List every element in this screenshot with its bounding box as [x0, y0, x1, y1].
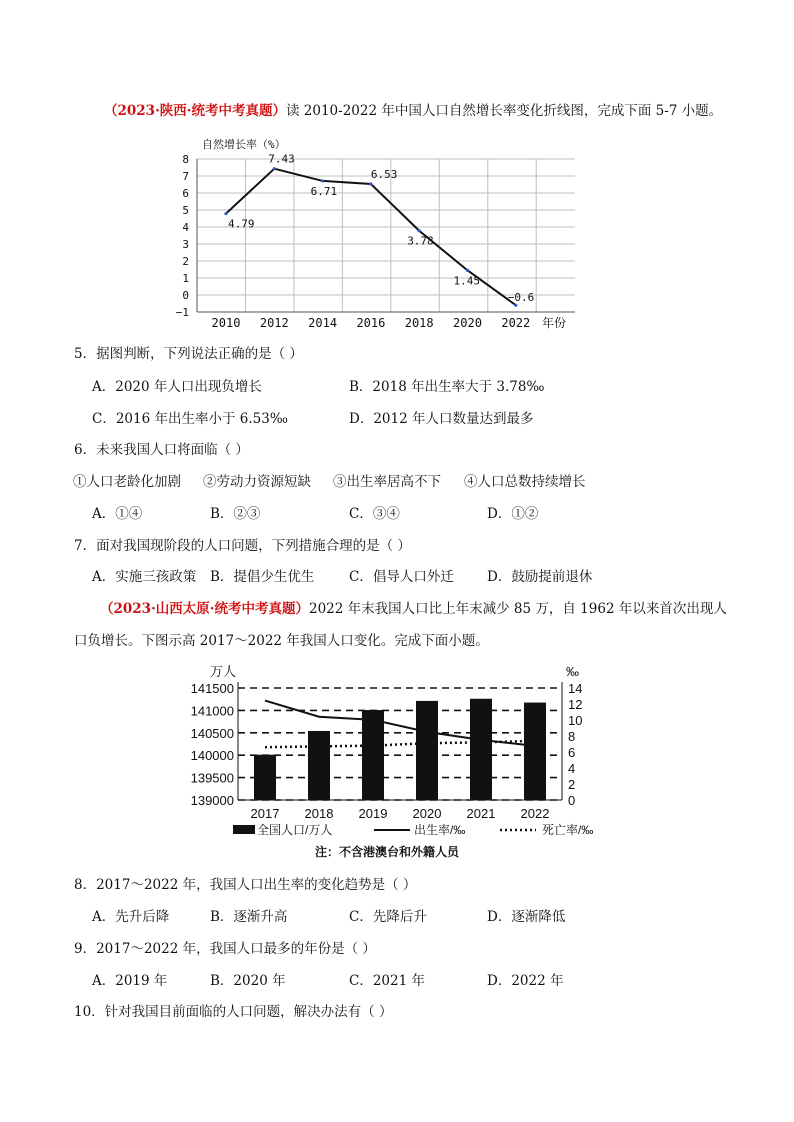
q10-stem: 10．针对我国目前面临的人口问题，解决办法有（ ）	[74, 1004, 393, 1020]
q5-option-c[interactable]: C．2016 年出生率小于 6.53‰	[92, 411, 288, 427]
chart2-right-tick-label: 8	[568, 729, 576, 744]
q5-stem: 5．据图判断，下列说法正确的是（ ）	[74, 346, 303, 362]
chart1-ytick-label: 5	[182, 204, 189, 217]
chart2-left-unit: 万人	[210, 664, 237, 679]
chart1-ytick-label: 0	[182, 289, 189, 302]
q6-item-2: ②劳动力资源短缺	[203, 474, 311, 490]
chart2-bar-2018	[308, 731, 330, 800]
chart2-right-tick-label: 6	[568, 745, 576, 760]
q6-item-3: ③出生率居高不下	[333, 474, 441, 490]
intro-2	[100, 600, 727, 618]
chart2-left-tick-label: 141000	[190, 703, 234, 719]
chart1-data-point	[369, 182, 372, 185]
chart1-xtick-label: 2018	[404, 316, 434, 330]
q8-option-d[interactable]: D．逐渐降低	[487, 909, 566, 925]
chart1-xtick-label: 2014	[308, 316, 338, 330]
q5-option-d[interactable]: D．2012 年人口数量达到最多	[349, 411, 534, 427]
chart1-ylabel: 自然增长率（%）	[202, 138, 286, 151]
chart1-axes	[197, 159, 575, 312]
chart1-ytick-label: 2	[182, 255, 189, 268]
chart2-xtick-label: 2019	[358, 806, 388, 821]
chart2-right-tick-label: 12	[568, 697, 583, 712]
chart2-right-tick-label: 10	[568, 713, 583, 728]
q9-option-c[interactable]: C．2021 年	[349, 973, 425, 989]
intro-2-text-1: 2022 年末我国人口比上年末减少 85 万，自 1962 年以来首次出现人	[308, 601, 727, 617]
source-tag-1: （2023·陕西·统考中考真题）	[104, 103, 286, 119]
chart1-ytick-label: 3	[182, 238, 189, 251]
chart2-xtick-label: 2017	[250, 806, 280, 821]
q6-option-a[interactable]: A．①④	[92, 506, 143, 522]
chart1-xtick-label: 2010	[211, 316, 241, 330]
q6-stem: 6．未来我国人口将面临（ ）	[74, 442, 249, 458]
chart2-right-tick-label: 2	[568, 777, 576, 792]
q8-stem: 8．2017～2022 年，我国人口出生率的变化趋势是（ ）	[74, 877, 417, 893]
chart1-data-label: 7.43	[268, 152, 295, 166]
q7-option-a[interactable]: A．实施三孩政策	[92, 569, 197, 585]
chart2-bar-2017	[254, 755, 276, 800]
chart2-right-tick-label: 4	[568, 761, 576, 776]
chart1-data-point	[224, 212, 227, 215]
chart1-xtick-label: 2020	[453, 316, 482, 330]
chart1-data-label: 6.71	[310, 184, 338, 198]
chart1-data-label: −0.6	[507, 291, 535, 305]
q9-option-b[interactable]: B．2020 年	[210, 973, 286, 989]
q8-option-a[interactable]: A．先升后降	[92, 909, 170, 925]
chart2-note: 注：不含港澳台和外籍人员	[315, 845, 460, 859]
q6-option-c[interactable]: C．③④	[349, 506, 400, 522]
q8-option-b[interactable]: B．逐渐升高	[210, 909, 288, 925]
chart1-xlabel: 年份	[542, 316, 567, 330]
intro-1-text: 读 2010-2022 年中国人口自然增长率变化折线图，完成下面 5-7 小题。	[285, 103, 723, 119]
chart1-data-label: 4.79	[228, 217, 255, 231]
chart1-xtick-label: 2012	[259, 316, 289, 330]
q7-option-d[interactable]: D．鼓励提前退休	[487, 569, 593, 585]
q6-option-b[interactable]: B．②③	[210, 506, 261, 522]
chart1-data-label: 1.45	[453, 274, 480, 288]
legend-birth-label: 出生率/‰	[414, 823, 466, 837]
q9-option-a[interactable]: A．2019 年	[92, 973, 168, 989]
chart2-xtick-label: 2018	[304, 806, 334, 821]
q6-item-1: ①人口老龄化加剧	[73, 474, 181, 490]
chart2-bar-2022	[524, 703, 546, 800]
chart1-ytick-label: 6	[182, 187, 189, 200]
chart2-right-tick-label: 14	[568, 681, 583, 696]
chart1-ytick-label: 1	[182, 272, 189, 285]
chart1-ytick-label: 8	[182, 153, 189, 166]
chart2-xtick-label: 2021	[466, 806, 496, 821]
chart2-bar-2021	[470, 699, 492, 800]
chart1-data-label: 3.78	[407, 234, 434, 248]
chart1-xtick-label: 2016	[356, 316, 386, 330]
population-bar-line-chart	[160, 658, 620, 868]
chart2-bar-2020	[416, 701, 438, 800]
q7-option-c[interactable]: C．倡导人口外迁	[349, 569, 454, 585]
chart2-left-tick-label: 140500	[190, 725, 234, 741]
chart2-bar-2019	[362, 710, 384, 800]
chart2-left-tick-label: 139000	[190, 793, 234, 808]
legend-death-label: 死亡率/‰	[542, 823, 594, 837]
chart1-grid	[197, 159, 575, 312]
chart2-xtick-label: 2020	[412, 806, 442, 821]
source-tag-2: （2023·山西太原·统考中考真题）	[100, 601, 309, 617]
chart2-right-tick-label: 0	[568, 793, 576, 808]
chart1-data-point	[418, 229, 421, 232]
intro-1	[104, 102, 722, 120]
chart1-ytick-label: −1	[175, 306, 189, 319]
q6-option-d[interactable]: D．①②	[487, 506, 539, 522]
chart2-xtick-label: 2022	[520, 806, 550, 821]
natural-growth-line-chart	[170, 132, 590, 332]
q9-option-d[interactable]: D．2022 年	[487, 973, 564, 989]
chart1-data-point	[321, 179, 324, 182]
chart2-birth-rate-line	[265, 701, 535, 746]
chart1-data-point	[466, 269, 469, 272]
q9-stem: 9．2017～2022 年，我国人口最多的年份是（ ）	[74, 941, 376, 957]
chart2-left-tick-label: 140000	[190, 748, 234, 764]
q5-option-a[interactable]: A．2020 年人口出现负增长	[92, 379, 262, 395]
chart2-left-tick-label: 139500	[190, 770, 234, 786]
chart1-data-point	[273, 167, 276, 170]
q5-option-b[interactable]: B．2018 年出生率大于 3.78‰	[349, 379, 545, 395]
q8-option-c[interactable]: C．先降后升	[349, 909, 427, 925]
intro-2-text-2: 口负增长。下图示高 2017～2022 年我国人口变化。完成下面小题。	[74, 633, 489, 649]
q6-item-4: ④人口总数持续增长	[464, 474, 586, 490]
chart1-xtick-label: 2022	[501, 316, 531, 330]
legend-bar-swatch	[233, 825, 255, 834]
chart1-ytick-label: 7	[182, 170, 189, 183]
q7-stem: 7．面对我国现阶段的人口问题，下列措施合理的是（ ）	[74, 538, 411, 554]
chart1-ytick-label: 4	[182, 221, 189, 234]
q7-option-b[interactable]: B．提倡少生优生	[210, 569, 315, 585]
chart1-data-label: 6.53	[370, 167, 398, 181]
chart2-right-unit: ‰	[566, 664, 579, 679]
legend-bar-label: 全国人口/万人	[257, 823, 333, 837]
chart2-left-tick-label: 141500	[190, 681, 234, 696]
